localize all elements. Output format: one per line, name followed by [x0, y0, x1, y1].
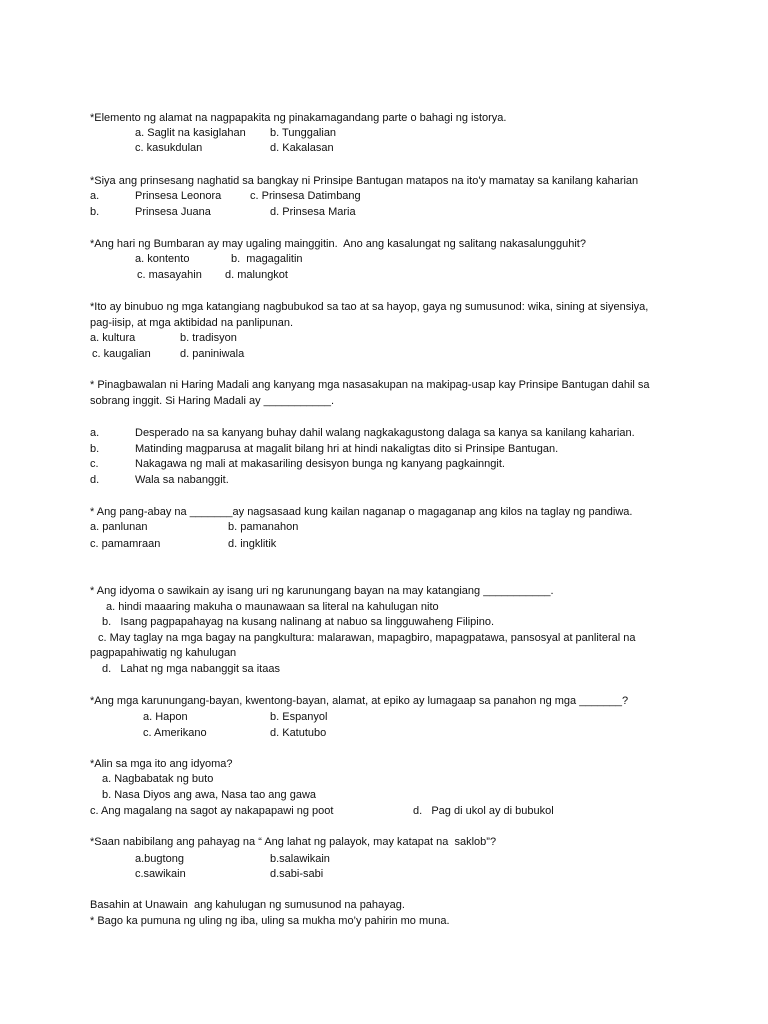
- question-1-stem: *Elemento ng alamat na nagpapakita ng pinakamagandang parte o bahagi ng istorya.: [90, 112, 507, 124]
- q5-option-c-letter: c.: [90, 458, 99, 470]
- q4-option-a: a. kultura: [90, 332, 136, 344]
- q8-option-a: a. Hapon: [143, 711, 188, 723]
- q1-option-c: c. kasukdulan: [135, 142, 203, 154]
- q3-option-a: a. kontento: [135, 253, 190, 265]
- q9-option-b: b. Nasa Diyos ang awa, Nasa tao ang gawa: [102, 789, 317, 801]
- q10-option-a: a.bugtong: [135, 853, 184, 865]
- q9-option-a: a. Nagbabatak ng buto: [102, 773, 214, 785]
- q8-option-c: c. Amerikano: [143, 727, 207, 739]
- q2-option-b-letter: b.: [90, 206, 100, 218]
- q2-option-a: Prinsesa Leonora: [135, 190, 222, 202]
- q2-option-d: d. Prinsesa Maria: [270, 206, 356, 218]
- q6-option-c: c. pamamraan: [90, 538, 161, 550]
- question-8-stem: *Ang mga karunungang-bayan, kwentong-bayan, alamat, at epiko ay lumagaap sa panahon ng mga _______?: [90, 695, 629, 707]
- question-6-stem: * Ang pang-abay na _______ay nagsasaad kung kailan naganap o magaganap ang kilos na taglay ng pandiwa.: [90, 506, 633, 518]
- question-2-stem: *Siya ang prinsesang naghatid sa bangkay ni Prinsipe Bantugan matapos na ito'y mamatay sa kanilang kaharian: [90, 175, 639, 187]
- q6-option-a: a. panlunan: [90, 521, 148, 533]
- q9-option-d: d. Pag di ukol ay di bubukol: [413, 805, 554, 817]
- q2-option-b: Prinsesa Juana: [135, 206, 211, 218]
- question-4-stem-line1: *Ito ay binubuo ng mga katangiang nagbubukod sa tao at sa hayop, gaya ng sumusunod: wika, sining at siyensiya,: [90, 301, 649, 313]
- q5-option-b: Matinding magparusa at magalit bilang hri at hindi nakaligtas dito si Prinsipe Bantugan.: [135, 443, 559, 455]
- section-instruction: Basahin at Unawain ang kahulugan ng sumusunod na pahayag.: [90, 899, 405, 911]
- q7-option-b: b. Isang pagpapahayag na kusang nalinang at nabuo sa lingguwaheng Filipino.: [102, 616, 495, 628]
- q1-option-d: d. Kakalasan: [270, 142, 334, 154]
- q6-option-b: b. pamanahon: [228, 521, 299, 533]
- q10-option-d: d.sabi-sabi: [270, 868, 324, 880]
- q4-option-d: d. paniniwala: [180, 348, 245, 360]
- q3-option-c: c. masayahin: [137, 269, 202, 281]
- q5-option-d: Wala sa nabanggit.: [135, 474, 229, 486]
- q3-option-b: b. magagalitin: [231, 253, 303, 265]
- q5-option-d-letter: d.: [90, 474, 100, 486]
- question-9-stem: *Alin sa mga ito ang idyoma?: [90, 758, 233, 770]
- question-5-stem-line2: sobrang inggit. Si Haring Madali ay ___________.: [90, 395, 334, 407]
- question-10-stem: *Saan nabibilang ang pahayag na “ Ang lahat ng palayok, may katapat na saklob”?: [90, 836, 497, 848]
- q2-option-a-letter: a.: [90, 190, 100, 202]
- q4-option-b: b. tradisyon: [180, 332, 237, 344]
- q1-option-b: b. Tunggalian: [270, 127, 337, 139]
- question-3-stem: *Ang hari ng Bumbaran ay may ugaling mainggitin. Ano ang kasalungat ng salitang nakasalungguhit?: [90, 238, 586, 250]
- section-item: * Bago ka pumuna ng uling ng iba, uling sa mukha mo’y pahirin mo muna.: [90, 915, 450, 927]
- q7-option-a: a. hindi maaaring makuha o maunawaan sa literal na kahulugan nito: [106, 601, 439, 613]
- q3-option-d: d. malungkot: [225, 269, 288, 281]
- q6-option-d: d. ingklitik: [228, 538, 277, 550]
- q7-option-d: d. Lahat ng mga nabanggit sa itaas: [102, 663, 280, 675]
- q4-option-c: c. kaugalian: [92, 348, 151, 360]
- q1-option-a: a. Saglit na kasiglahan: [135, 127, 246, 139]
- q10-option-b: b.salawikain: [270, 853, 330, 865]
- q8-option-b: b. Espanyol: [270, 711, 328, 723]
- q10-option-c: c.sawikain: [135, 868, 186, 880]
- q8-option-d: d. Katutubo: [270, 727, 327, 739]
- question-7-stem: * Ang idyoma o sawikain ay isang uri ng karunungang bayan na may katangiang ___________.: [90, 585, 554, 597]
- q5-option-a-letter: a.: [90, 427, 100, 439]
- question-5-stem-line1: * Pinagbawalan ni Haring Madali ang kanyang mga nasasakupan na makipag-usap kay Prinsipe Bantugan dahil sa: [90, 379, 650, 391]
- q5-option-c: Nakagawa ng mali at makasariling desisyon bunga ng kanyang pagkainngit.: [135, 458, 505, 470]
- question-4-stem-line2: pag-iisip, at mga aktibidad na panlipunan.: [90, 317, 294, 329]
- q2-option-c: c. Prinsesa Datimbang: [250, 190, 361, 202]
- q5-option-b-letter: b.: [90, 443, 100, 455]
- q7-option-c-line1: c. May taglay na mga bagay na pangkultura: malarawan, mapagbiro, mapagpatawa, pansosyal at panliteral na: [98, 632, 636, 644]
- q5-option-a: Desperado na sa kanyang buhay dahil walang nagkakagustong dalaga sa kanya sa kanilang kaharian.: [135, 427, 635, 439]
- q9-option-c: c. Ang magalang na sagot ay nakapapawi ng poot: [90, 805, 334, 817]
- q7-option-c-line2: pagpapahiwatig ng kahulugan: [90, 647, 237, 659]
